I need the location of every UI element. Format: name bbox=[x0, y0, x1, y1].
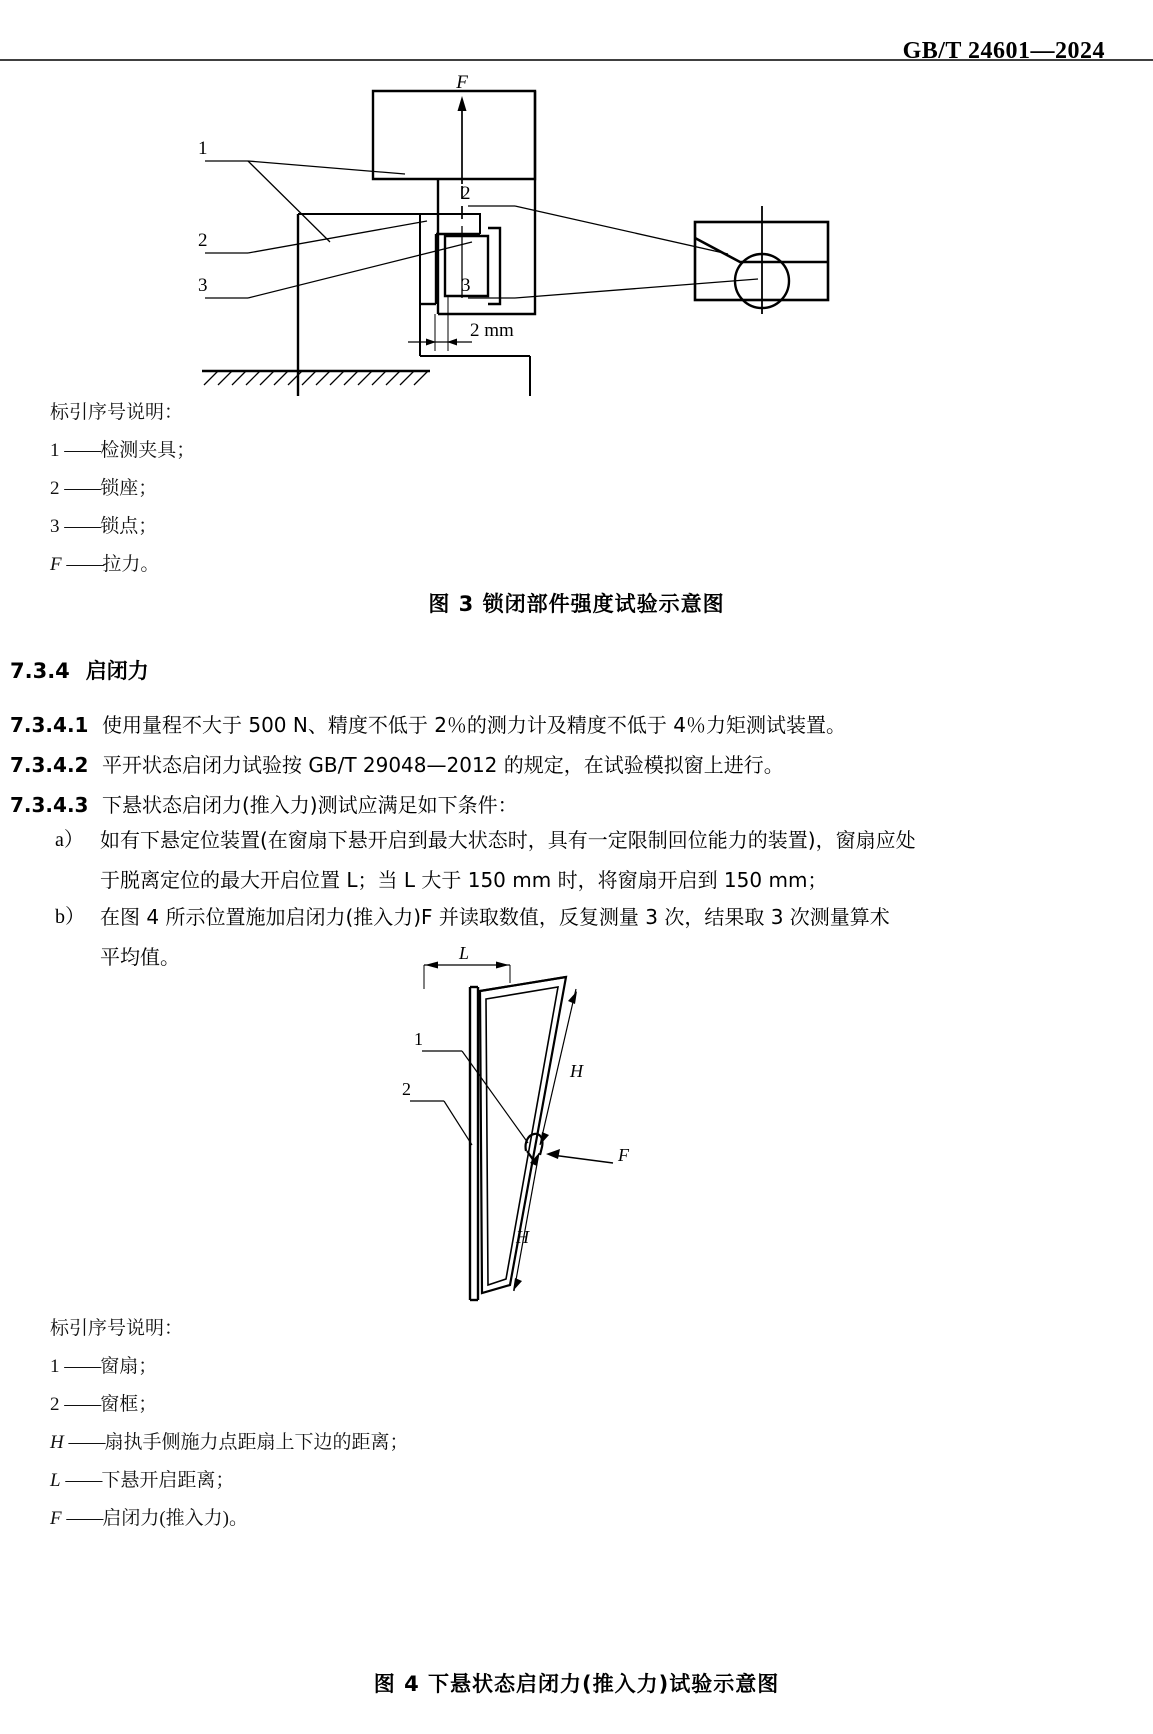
legend-key: 2 bbox=[50, 478, 60, 499]
legend-dash: —— bbox=[64, 1356, 101, 1377]
clause-text: 平开状态启闭力试验按 GB/T 29048—2012 的规定，在试验模拟窗上进行。 bbox=[102, 753, 784, 777]
figure-3-diagram bbox=[180, 66, 880, 396]
clause-7-3-4-2 bbox=[10, 747, 784, 784]
legend-dash: —— bbox=[68, 1432, 105, 1453]
figure-3-legend bbox=[50, 394, 195, 584]
list-item-b-line1: 在图 4 所示位置施加启闭力(推入力)F 并读取数值，反复测量 3 次，结果取 3 次测量算术 bbox=[100, 905, 890, 929]
legend-dash: —— bbox=[64, 478, 101, 499]
legend-dash: —— bbox=[64, 516, 101, 537]
list-item-a bbox=[100, 820, 916, 900]
section-title: 启闭力 bbox=[85, 659, 149, 683]
legend-text: 锁点； bbox=[100, 516, 158, 537]
section-number: 7.3.4 bbox=[10, 659, 70, 683]
legend-item bbox=[50, 1500, 409, 1538]
svg-text:F: F bbox=[618, 1145, 629, 1165]
legend-key: F bbox=[50, 1508, 62, 1529]
legend-text: 锁座； bbox=[100, 478, 158, 499]
svg-text:H: H bbox=[516, 1227, 529, 1247]
legend-key: F bbox=[50, 554, 62, 575]
figure-4-legend bbox=[50, 1310, 409, 1538]
legend-item bbox=[50, 546, 195, 584]
svg-text:2: 2 bbox=[461, 183, 471, 204]
list-marker-b: b） bbox=[55, 906, 85, 928]
legend-dash: —— bbox=[64, 440, 101, 461]
legend-dash: —— bbox=[64, 1394, 101, 1415]
legend-text: 扇执手侧施力点距扇上下边的距离； bbox=[104, 1432, 409, 1453]
header-rule bbox=[0, 58, 1153, 62]
legend-item bbox=[50, 508, 195, 546]
legend-key: 1 bbox=[50, 440, 60, 461]
legend-key: 2 bbox=[50, 1394, 60, 1415]
legend-item bbox=[50, 470, 195, 508]
legend-title: 标引序号说明： bbox=[50, 402, 184, 423]
clause-7-3-4-1 bbox=[10, 707, 846, 744]
svg-text:2 mm: 2 mm bbox=[470, 320, 514, 341]
list-item-a-line2: 于脱离定位的最大开启位置 L；当 L 大于 150 mm 时，将窗扇开启到 150 mm； bbox=[100, 868, 828, 892]
legend-key: H bbox=[50, 1432, 64, 1453]
legend-item bbox=[50, 1424, 409, 1462]
svg-text:H: H bbox=[570, 1061, 583, 1081]
legend-key: 1 bbox=[50, 1356, 60, 1377]
legend-title: 标引序号说明： bbox=[50, 1318, 184, 1339]
legend-key: 3 bbox=[50, 516, 60, 537]
legend-key: L bbox=[50, 1470, 61, 1491]
standard-number: GB/T 24601—2024 bbox=[902, 38, 1105, 64]
legend-text: 窗扇； bbox=[100, 1356, 158, 1377]
legend-item bbox=[50, 1386, 409, 1424]
svg-text:L: L bbox=[458, 943, 470, 963]
list-item-a-line1: 如有下悬定位装置(在窗扇下悬开启到最大状态时，具有一定限制回位能力的装置)，窗扇应处 bbox=[100, 828, 916, 852]
clause-number: 7.3.4.1 bbox=[10, 713, 89, 737]
legend-item bbox=[50, 1348, 409, 1386]
list-marker-a: a） bbox=[55, 829, 84, 851]
legend-text: 检测夹具； bbox=[100, 440, 196, 461]
svg-text:2: 2 bbox=[402, 1079, 411, 1099]
clause-number: 7.3.4.2 bbox=[10, 753, 89, 777]
svg-text:1: 1 bbox=[414, 1029, 423, 1049]
svg-text:1: 1 bbox=[198, 138, 208, 159]
figure-4-diagram bbox=[400, 943, 740, 1325]
section-heading bbox=[10, 655, 149, 685]
legend-item bbox=[50, 432, 195, 470]
figure-4-caption: 图 4 下悬状态启闭力(推入力)试验示意图 bbox=[373, 1672, 780, 1696]
legend-item bbox=[50, 1462, 409, 1500]
svg-text:3: 3 bbox=[198, 275, 208, 296]
legend-text: 启闭力(推入力)。 bbox=[102, 1508, 249, 1529]
legend-dash: —— bbox=[65, 1470, 102, 1491]
legend-text: 拉力。 bbox=[102, 554, 160, 575]
clause-number: 7.3.4.3 bbox=[10, 793, 89, 817]
clause-7-3-4-3 bbox=[10, 787, 518, 824]
clause-text: 使用量程不大于 500 N、精度不低于 2％的测力计及精度不低于 4％力矩测试装置。 bbox=[102, 713, 847, 737]
list-item-b-line2: 平均值。 bbox=[100, 945, 180, 969]
svg-text:F: F bbox=[456, 72, 468, 93]
legend-text: 下悬开启距离； bbox=[101, 1470, 235, 1491]
clause-text: 下悬状态启闭力(推入力)测试应满足如下条件： bbox=[102, 793, 518, 817]
legend-dash: —— bbox=[66, 554, 103, 575]
figure-3-caption: 图 3 锁闭部件强度试验示意图 bbox=[428, 592, 725, 616]
page-header bbox=[0, 20, 1153, 64]
legend-dash: —— bbox=[66, 1508, 103, 1529]
svg-text:3: 3 bbox=[461, 275, 471, 296]
legend-text: 窗框； bbox=[100, 1394, 158, 1415]
svg-text:2: 2 bbox=[198, 230, 208, 251]
